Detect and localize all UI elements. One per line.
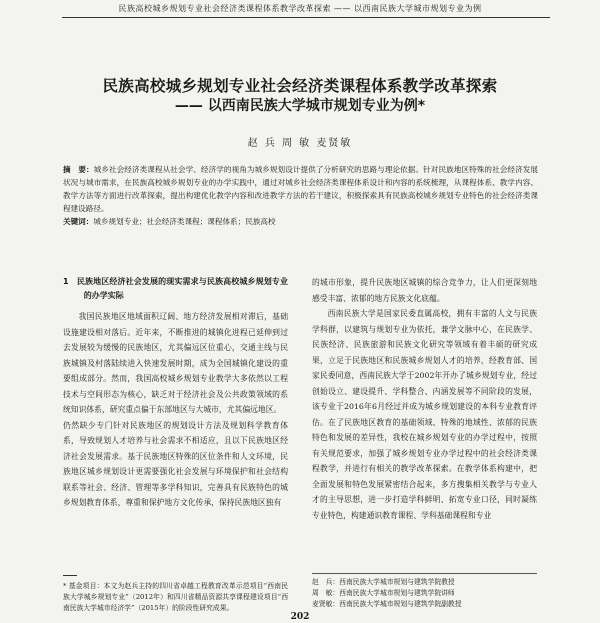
author-notes bbox=[312, 577, 542, 610]
body-paragraph: 西南民族大学是国家民委直属高校，拥有丰富的人文与民族学科群，以建筑与规划专业为依托，兼学文脉中心，在民族学、民族经济、民族旅游和民族文化研究等领域有着丰硕的研究成果，立足于民族地区和民族城乡规划人才的培养，经教育部、国家民委同意，西南民族大学于2002年开办了城乡规划专业，经过创始设立、建设提升、学科整合、内涵发展等不同阶段的发展，该专业于2016年6月经过并成为城乡规划建设的本科专业教育评估。在了民族地区教育的基础领域、特殊的地域性、浓郁的民族特色和发展的差异性，我校在城乡规划专业的办学过程中，按照有关规范要求，加强了城乡规划专业办学过程中的社会经济类课程教学，并进行有相关的教学改革探索。在教学体系构建中，把全面发展和特色发展紧密结合起来，多方搜集相关教学与专业人才的主导思想，进一步打造学科鲜明、拓宽专业口径，同时凝练专业特色，构建通识教育课程、学科基础课程和专业 bbox=[312, 309, 537, 520]
abstract-text: 城乡社会经济类课程从社会学、经济学的视角为城乡规划设计提供了分析研究的思路与理论依据。针对民族地区特殊的社会经济发展状况与城市需求，在民族高校城乡规划专业的办学实践中，通过对城乡社会经济类课程体系设计和内容的系统梳理，从课程体系、教学内容、教学方法等方面进行改革探索，提出构建优化教学内容和改进教学方法的若干建议，积极探索具有民族高校城乡规划专业特色的社会经济类课程建设路径。 bbox=[63, 165, 538, 213]
author-line: 赵 兵 周 敏 麦贤敏 bbox=[247, 138, 353, 149]
header-rule bbox=[62, 17, 550, 18]
body-paragraph: 的城市形象，提升民族地区城镇的综合竞争力，让人们更深刻地感受丰富、浓郁的地方民族文化底蕴。 bbox=[312, 278, 537, 303]
article-subtitle: —— 以西南民族大学城市规划专业为例* bbox=[174, 98, 426, 114]
abstract-label: 摘 要： bbox=[63, 165, 94, 174]
running-header: 民族高校城乡规划专业社会经济类课程体系教学改革探索 —— 以西南民族大学城市规划专业为例 bbox=[118, 4, 482, 13]
section-heading: 1 民族地区经济社会发展的现实需求与民族高校城乡规划专业的办学实际 bbox=[63, 277, 288, 300]
keywords-paragraph bbox=[63, 215, 538, 228]
body-paragraph: 仍然缺少专门针对民族地区的规划设计方法及规划科学教育体系，导致规划人才培养与社会需求不相适应，且以下民族地区经济社会发展需求。基于民族地区特殊的区位条件和人文环境，民族地区城乡规划设计更需要强化社会发展与环境保护和社会结构联系等社会、经济、管理等多学科知识，完善具有民族特色的城乡规划教育体系，尊重和保护地方文化传承，保持民族地区独有 bbox=[63, 420, 288, 507]
author-note: 周 敏：西南民族大学城市规划与建筑学院讲师 bbox=[312, 589, 455, 597]
author-note: 麦贤敏：西南民族大学城市规划与建筑学院副教授 bbox=[312, 600, 462, 608]
keywords-text: 城乡规划专业；社会经济类课程；课程体系；民族高校 bbox=[93, 217, 276, 226]
abstract-block bbox=[63, 163, 538, 228]
abstract-paragraph bbox=[63, 163, 538, 215]
page-number: 202 bbox=[290, 612, 310, 622]
left-column bbox=[63, 275, 288, 511]
body-paragraph: 我国民族地区地域面积辽阔、地方经济发展相对滞后，基础设施建设相对落后。近年来，不断推进的城镇化进程已延伸到过去发展较为缓慢的民族地区，尤其偏远区位重心，交通主线与民族城镇及村落陆续进入快速发展时期，成为全国城镇化建设的重要组成部分。然而，我国高校城乡规划专业教学大多依然以工程技术与空间形态为核心，缺乏对于经济社会及公共政策领域的系统知识体系，研究重点偏于东部地区与大城市，尤其偏远地区。 bbox=[63, 312, 288, 414]
article-title: 民族高校城乡规划专业社会经济类课程体系教学改革探索 bbox=[102, 77, 498, 95]
funding-footnote: * 基金项目：本文为赵兵主持的四川省卓越工程教育改革示范项目“西南民族大学城乡规划专业”（2012年）和四川省精品资源共享课程建设项目“西南民族大学城市经济学”（2015年）的阶段性研究成果。 bbox=[63, 582, 288, 612]
author-note: 赵 兵：西南民族大学城市规划与建筑学院教授 bbox=[312, 578, 455, 586]
author-notes-rule bbox=[312, 573, 537, 574]
right-column bbox=[312, 275, 537, 523]
keywords-label: 关键词： bbox=[63, 217, 94, 226]
footnote-rule bbox=[63, 575, 77, 576]
